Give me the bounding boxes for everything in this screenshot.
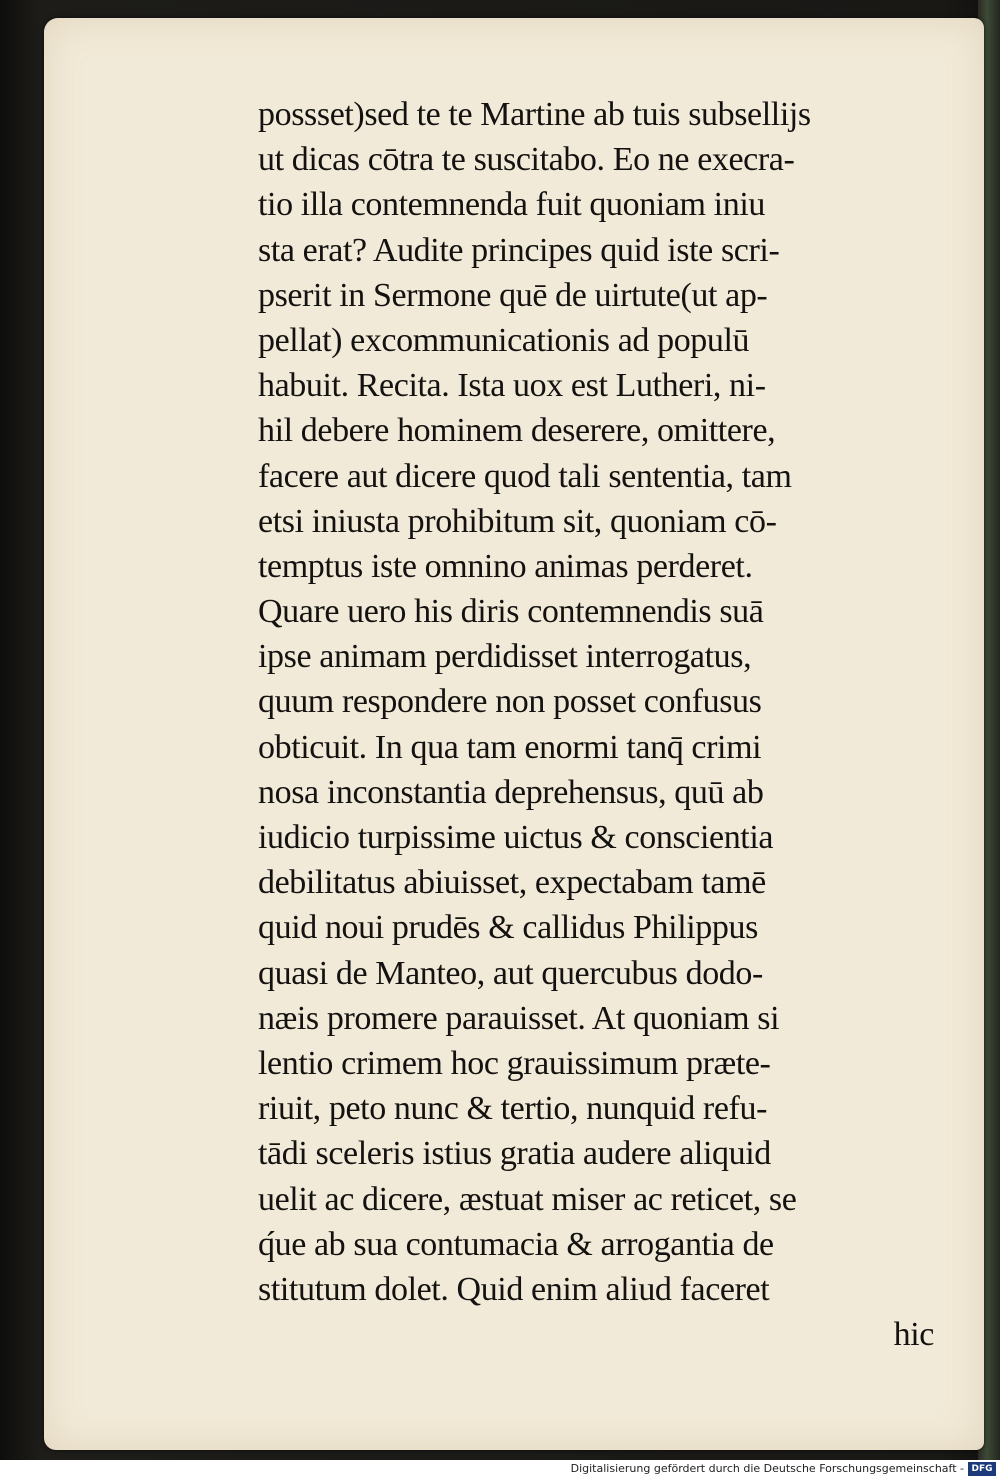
text-line: uelit ac dicere, æstuat miser ac reticet, se xyxy=(258,1180,797,1218)
text-line: pellat) excommunicationis ad populū xyxy=(258,321,750,359)
text-line: quid noui prudēs & callidus Philippus xyxy=(258,909,758,947)
text-line: stitutum dolet. Quid enim aliud faceret xyxy=(258,1270,770,1308)
text-line: quum respondere non posset confusus xyxy=(258,683,762,721)
text-line: pserit in Sermone quē de uirtute(ut ap- xyxy=(258,276,768,314)
text-line: tādi sceleris istius gratia audere aliquid xyxy=(258,1135,771,1173)
text-line: Quare uero his diris contemnendis suā xyxy=(258,593,764,631)
text-line: quasi de Manteo, aut quercubus dodo- xyxy=(258,954,763,992)
text-line: ut dicas cōtra te suscitabo. Eo ne execra- xyxy=(258,141,795,179)
text-line: habuit. Recita. Ista uox est Lutheri, ni- xyxy=(258,367,766,405)
text-line: hil debere hominem deserere, omittere, xyxy=(258,412,776,450)
text-line: possset)sed te te Martine ab tuis subsellijs xyxy=(258,96,811,133)
text-line: lentio crimem hoc grauissimum præte- xyxy=(258,1044,771,1082)
text-line: debilitatus abiuisset, expectabam tamē xyxy=(258,864,766,902)
text-line: sta erat? Audite principes quid iste scri- xyxy=(258,231,780,269)
text-line: obticuit. In qua tam enormi tanq̄ crimi xyxy=(258,728,762,766)
funding-credit: Digitalisierung gefördert durch die Deutsche Forschungsgemeinschaft - xyxy=(570,1462,964,1475)
text-line: facere aut dicere quod tali sententia, tam xyxy=(258,457,792,495)
catchword: hic xyxy=(893,1316,934,1354)
text-line: q́ue ab sua contumacia & arrogantia de xyxy=(258,1225,774,1263)
text-line: riuit, peto nunc & tertio, nunquid refu- xyxy=(258,1090,767,1128)
text-line: ipse animam perdidisset interrogatus, xyxy=(258,638,752,676)
dfg-logo: DFG xyxy=(968,1462,996,1476)
digitization-footer xyxy=(0,1460,1000,1478)
text-line: temptus iste omnino animas perderet. xyxy=(258,547,753,585)
text-line: tio illa contemnenda fuit quoniam iniu xyxy=(258,186,765,224)
text-line: næis promere parauisset. At quoniam si xyxy=(258,999,780,1037)
text-line: etsi iniusta prohibitum sit, quoniam cō- xyxy=(258,502,777,540)
text-line: iudicio turpissime uictus & conscientia xyxy=(258,819,774,856)
page-text-block xyxy=(258,92,948,1352)
text-line: nosa inconstantia deprehensus, quū ab xyxy=(258,773,764,811)
